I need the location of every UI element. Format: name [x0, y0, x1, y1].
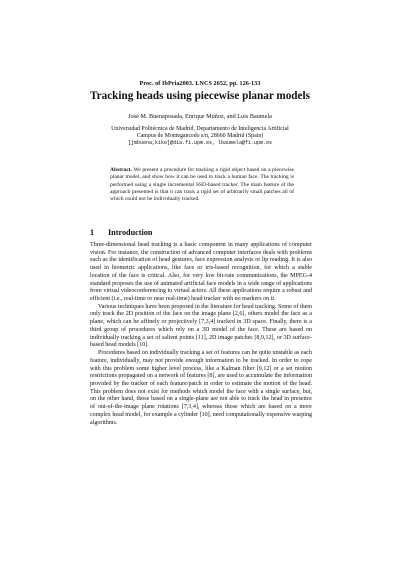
- affiliation-emails: [jmbuena,kike]@dia.fi.upm.es, lbaumela@fi.upm.es: [127, 140, 273, 147]
- body-paragraph: Procedures based on individually tracking a set of features can be quite unstable as each feature, individually, may not provide enough information to be tracked. In order to cope with this problem some higher level process, like a Kalman filter [9,12] or a set motion restrictions propagated on a network of features [8], are used to accumulate the information provided by the tracker of each feature/patch in order to estimate the motion of the head. This problem does not exist for methods which model the face with a single surface, but, on the other hand, those based on a single-plane are not able to track the head in presence of out-of-the-image plane rotations [7,3,4], whereas those which are based on a more complex head model, for example a cylinder [10], need computationally expensive warping algorithms.: [90, 350, 312, 426]
- affiliation-address: Campus de Montegancedo s/n, 28660 Madrid (Spain): [136, 133, 264, 140]
- section-title: Introduction: [108, 228, 153, 237]
- author-list: José M. Buenaposada, Enrique Muñoz, and Luis Baumela: [128, 113, 272, 120]
- body-paragraph: Three-dimensional head tracking is a basic component in many applications of computer vision. For instance, the construction of advanced computer interfaces deals with problems such as the identification of head gestures, face expression analysis or lip reading. It is also used in biometric applications, like face or iris-based recognition, for which a stable location of the face is critical. Also, for very low bit-rate communications, the MPEG-4 standard proposes the use of animated artificial face models in a wide range of applications from virtual videoconferencing to virtual actors. All these applications require a robust and efficient (i.e., real-time or near real-time) head tracker with no markers on it.: [90, 242, 312, 303]
- section-body: [90, 242, 312, 427]
- affiliation-block: [0, 126, 400, 147]
- abstract-block: [110, 167, 294, 203]
- body-paragraph: Various techniques have been proposed in the literature for head tracking. Some of them only track the 2D position of the face on the image plane [2,6], others model the face as a plane, which can be affinely or projectively [7,3,4] tracked in 3D space. Finally, there is a third group of procedures which rely on a 3D model of the face. These are based on individually tracking a set of salient points [11], 2D image patches [8,9,12], or 3D surface-based head models [10].: [90, 303, 312, 349]
- abstract-text: We present a procedure for tracking a rigid object based on a piecewise planar model, and show how it can be used to track a human face. The tracking is performed using a single incremental SSD-based tracker. The main feature of the approach presented is that it can track a rigid set of arbitrarily small patches all of which could not be individually tracked.: [110, 167, 294, 203]
- venue-line: Proc. of IbPria2003. LNCS 2652, pp. 126-133: [139, 80, 261, 87]
- paper-title: Tracking heads using piecewise planar models: [90, 90, 310, 102]
- section-heading: [90, 228, 152, 237]
- affiliation-institution: Universidad Politécnica de Madrid, Departamento de Inteligencia Artificial: [111, 126, 289, 132]
- abstract-label: Abstract.: [110, 167, 133, 173]
- section-number: 1: [90, 228, 95, 237]
